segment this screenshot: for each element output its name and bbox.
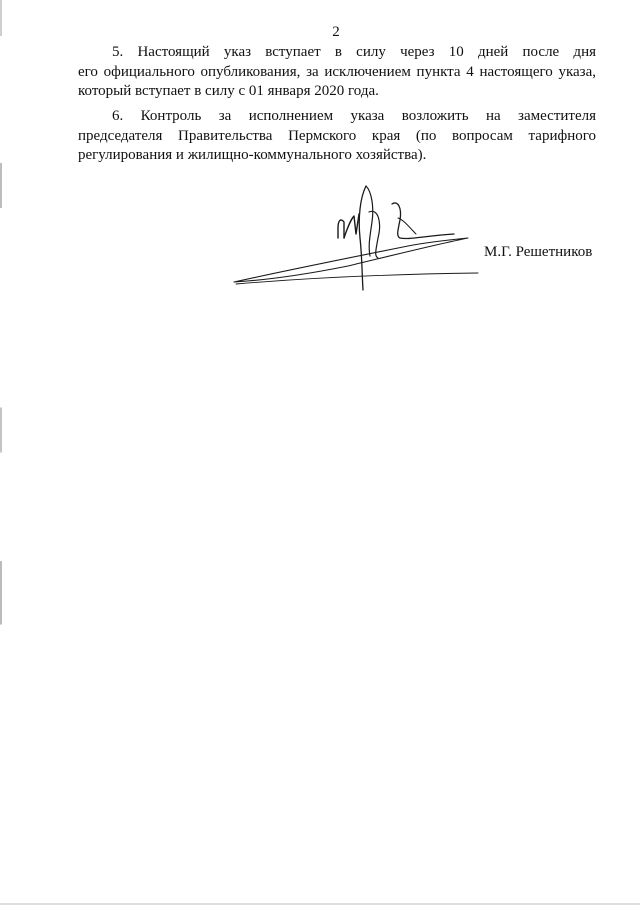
paragraph-line: председателя Правительства Пермского края (по вопросам тарифного xyxy=(78,127,596,144)
paragraph-line: который вступает в силу с 01 января 2020 года. xyxy=(78,83,379,99)
paragraph-6 xyxy=(78,107,596,166)
page-number: 2 xyxy=(332,24,340,40)
scan-edge-left xyxy=(0,0,2,905)
paragraph-line: его официального опубликования, за исключением пункта 4 настоящего указа, xyxy=(78,63,596,80)
paragraph-line: регулирования и жилищно-коммунального хозяйства). xyxy=(78,147,427,163)
paragraph-line: 5. Настоящий указ вступает в силу через 10 дней после дня xyxy=(112,44,596,60)
paragraph-5 xyxy=(78,43,596,102)
signer-name: М.Г. Решетников xyxy=(484,244,593,260)
handwritten-signature xyxy=(228,178,488,298)
paragraph-line: 6. Контроль за исполнением указа возложить на заместителя xyxy=(112,108,596,124)
